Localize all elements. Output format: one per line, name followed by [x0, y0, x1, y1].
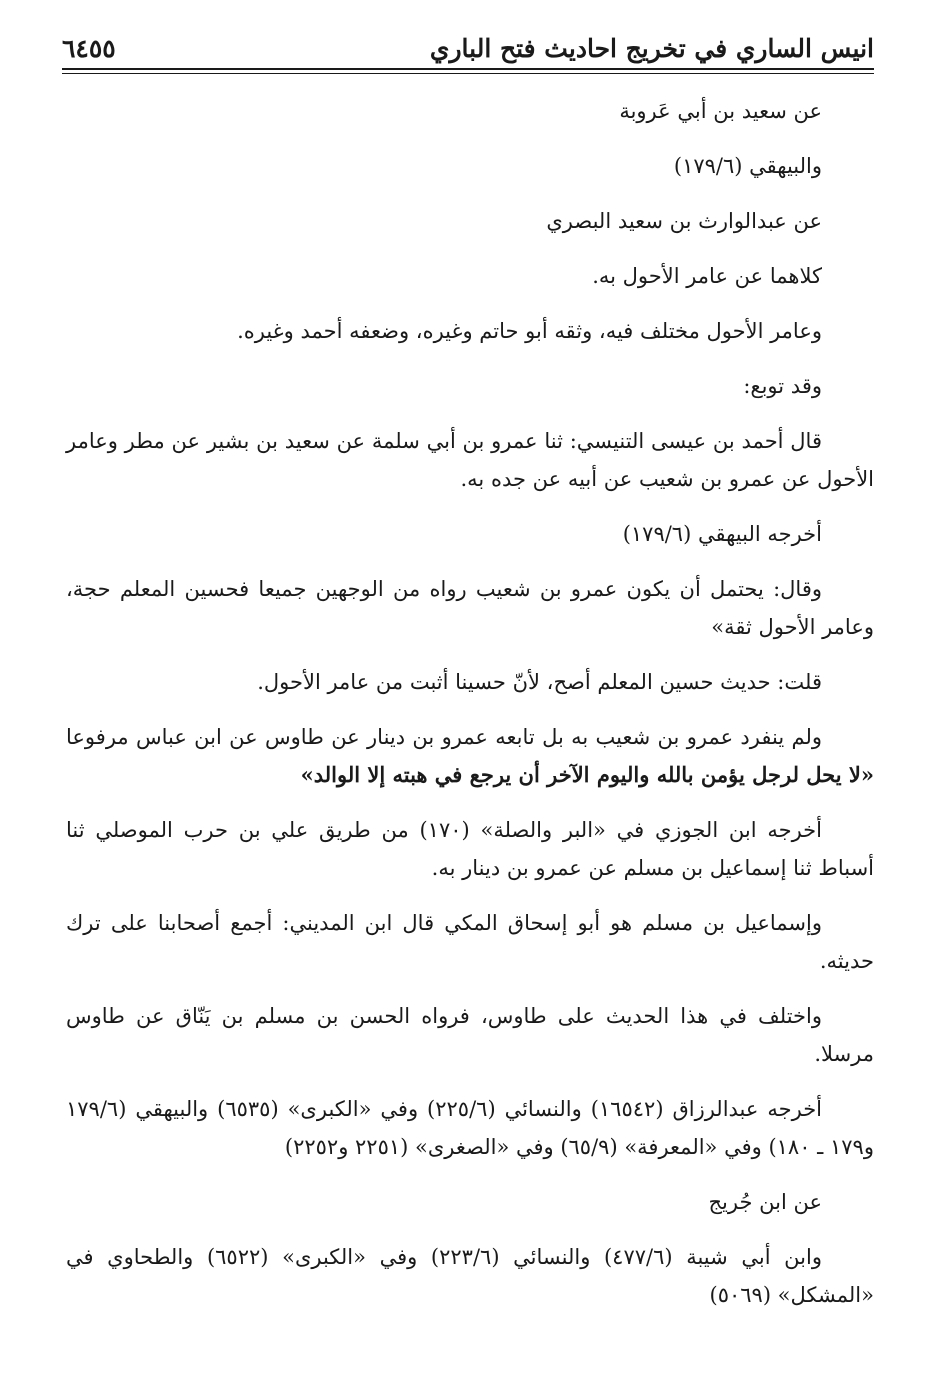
- header-rule: [62, 68, 874, 74]
- page-header: [62, 30, 874, 66]
- paragraph: وإسماعيل بن مسلم هو أبو إسحاق المكي قال ابن المديني: أجمع أصحابنا على ترك حديثه.: [66, 911, 874, 973]
- paragraph: أخرجه ابن الجوزي في «البر والصلة» (١٧٠) من طريق علي بن حرب الموصلي ثنا أسباط ثنا إسماعيل بن مسلم عن عمرو بن دينار به.: [66, 818, 874, 880]
- paragraph: وابن أبي شيبة (٤٧٧/٦) والنسائي (٢٢٣/٦) وفي «الكبرى» (٦٥٢٢) والطحاوي في «المشكل» (٥٠٦٩): [66, 1245, 874, 1307]
- paragraph: واختلف في هذا الحديث على طاوس، فرواه الحسن بن مسلم بن يَنّاق عن طاوس مرسلا.: [66, 1004, 874, 1066]
- paragraph: عن سعيد بن أبي عَروبة: [619, 99, 822, 123]
- paragraph: وقد توبع:: [743, 374, 822, 398]
- paragraph: قال أحمد بن عيسى التنيسي: ثنا عمرو بن أبي سلمة عن سعيد بن بشير عن مطر وعامر الأحول عن عمرو بن شعيب عن أبيه عن جده به.: [66, 429, 874, 491]
- page-body: [66, 92, 874, 1331]
- paragraph: كلاهما عن عامر الأحول به.: [592, 264, 822, 288]
- paragraph: قلت: حديث حسين المعلم أصح، لأنّ حسينا أثبت من عامر الأحول.: [257, 670, 822, 694]
- paragraph: عن عبدالوارث بن سعيد البصري: [546, 209, 822, 233]
- page-number: ٦٤٥٥: [62, 33, 116, 63]
- paragraph: وقال: يحتمل أن يكون عمرو بن شعيب رواه من الوجهين جميعا فحسين المعلم حجة، وعامر الأحول ثقة»: [66, 577, 874, 639]
- paragraph: عن ابن جُريج: [708, 1190, 822, 1214]
- paragraph: ولم ينفرد عمرو بن شعيب به بل تابعه عمرو بن دينار عن طاوس عن ابن عباس مرفوعا «لا يحل لرجل يؤمن بالله واليوم الآخر أن يرجع في هبته إلا الوالد»: [66, 725, 874, 787]
- paragraph: والبيهقي (١٧٩/٦): [673, 154, 822, 178]
- hadith-quote: «لا يحل لرجل يؤمن بالله واليوم الآخر أن يرجع في هبته إلا الوالد»: [300, 762, 874, 787]
- paragraph: أخرجه البيهقي (١٧٩/٦): [622, 522, 822, 546]
- paragraph: أخرجه عبدالرزاق (١٦٥٤٢) والنسائي (٢٢٥/٦) وفي «الكبرى» (٦٥٣٥) والبيهقي (١٧٩/٦ و١٧٩ ـ ١٨٠) وفي «المعرفة» (٦٥/٩) وفي «الصغرى» (٢٢٥١ و٢٢٥٢): [66, 1097, 874, 1159]
- running-title: انيس الساري في تخريج احاديث فتح الباري: [429, 33, 874, 63]
- paragraph: وعامر الأحول مختلف فيه، وثقه أبو حاتم وغيره، وضعفه أحمد وغيره.: [237, 319, 822, 343]
